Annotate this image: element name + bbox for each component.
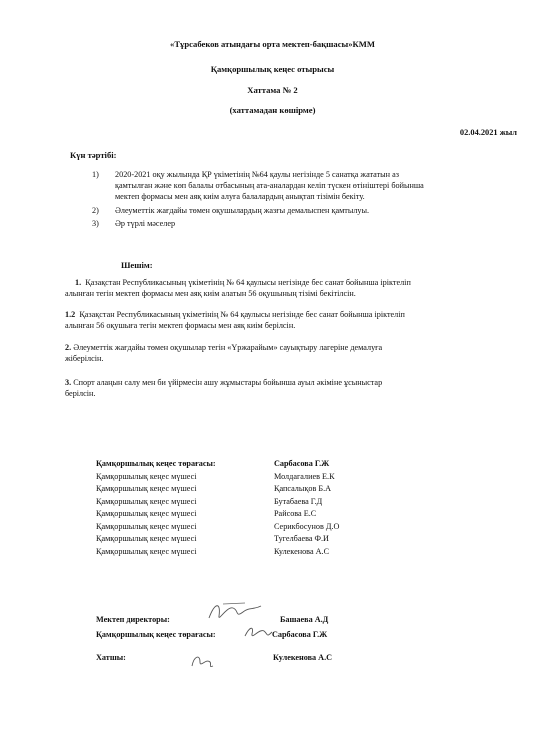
- council-chair-name: Сарбасова Г.Ж: [274, 459, 330, 468]
- agenda-line: мектеп формасы мен аяқ киім алуға балалардың анықтап тізімін бекіту.: [115, 192, 365, 202]
- chair-signature-name: Сарбасова Г.Ж: [272, 630, 328, 639]
- director-role: Мектеп директоры:: [96, 615, 170, 624]
- council-member-row: [96, 533, 396, 546]
- chair-signature-icon: [242, 622, 274, 642]
- agenda-line: қамтылған және көп балалы отбасының ата-аналардан келіп түскен өтініштері бойынша: [115, 181, 424, 191]
- decision-line: Қазақстан Республикасының үкіметінің № 64 қаулысы негізінде бес санат бойынша іріктеліп: [85, 278, 411, 287]
- member-role: Қамқоршылық кеңес мүшесі: [96, 496, 197, 506]
- member-name: Райсова Е.С: [274, 509, 317, 518]
- agenda-item-num: 1): [92, 170, 99, 179]
- agenda-item-num: 2): [92, 206, 99, 215]
- director-name: Башаева А.Д: [280, 615, 329, 624]
- agenda-item-text: [115, 169, 424, 203]
- decision-line: берілсін.: [65, 389, 96, 399]
- decision-paragraph-2: [65, 342, 382, 364]
- council-member-row: [96, 508, 396, 521]
- member-name: Қапсалықов Б.А: [274, 484, 332, 493]
- decision-paragraph-3: [65, 377, 382, 399]
- council-member-row: [96, 496, 396, 509]
- decision-line: алынған тегін мектеп формасы мен аяқ киім алатын 56 оқушының тізімі бекітілсін.: [65, 289, 356, 299]
- decision-paragraph-1-2: [65, 309, 405, 331]
- agenda-item-num: 3): [92, 219, 99, 228]
- member-name: Бутабаева Г.Д: [274, 496, 323, 506]
- agenda-line: Әлеуметтік жағдайы төмен оқушылардың жазғы демалыспен қамтылуы.: [115, 206, 370, 215]
- member-role: Қамқоршылық кеңес мүшесі: [96, 484, 197, 493]
- director-signature-icon: [205, 598, 265, 624]
- secretary-role: Хатшы:: [96, 653, 126, 662]
- secretary-signature-icon: [188, 650, 216, 672]
- member-role: Қамқоршылық кеңес мүшесі: [96, 546, 197, 556]
- decision-num: 1.: [75, 278, 82, 287]
- org-title: «Тұрсабеков атындағы орта мектеп-бақшасы»КММ: [170, 39, 375, 49]
- decision-paragraph-1: [65, 277, 411, 299]
- decision-line: алынған 56 оқушыға тегін мектеп формасы мен аяқ киім берілсін.: [65, 321, 296, 331]
- agenda-line: Әр түрлі мәселер: [115, 219, 176, 228]
- decision-line: Қазақстан Республикасының үкіметінің № 64 қаулысы негізінде бес санат бойынша іріктеліп: [79, 310, 405, 319]
- decision-num: 2.: [65, 343, 72, 352]
- council-member-row: [96, 546, 396, 559]
- decision-line: Әлеуметтік жағдайы төмен оқушылар тегін «Үржарайым» сауықтыру лагеріне демалуға: [73, 343, 383, 352]
- member-name: Серикбосунов Д.О: [274, 521, 340, 531]
- meeting-date: 02.04.2021 жыл: [459, 128, 517, 137]
- agenda-title: Күн тәртібі:: [70, 150, 117, 160]
- meeting-title: Қамқоршылық кеңес отырысы: [210, 64, 335, 74]
- council-member-row: [96, 471, 396, 484]
- secretary-name: Кулекенова А.С: [273, 653, 333, 662]
- member-role: Қамқоршылық кеңес мүшесі: [96, 471, 197, 481]
- member-name: Тугелбаева Ф.И: [274, 534, 329, 543]
- decision-title: Шешім:: [121, 260, 153, 270]
- protocol-number: Хаттама № 2: [247, 85, 298, 95]
- member-role: Қамқоршылық кеңес мүшесі: [96, 509, 197, 518]
- copy-note: (хаттамадан көшірме): [229, 105, 316, 115]
- member-role: Қамқоршылық кеңес мүшесі: [96, 534, 197, 543]
- member-role: Қамқоршылық кеңес мүшесі: [96, 521, 197, 531]
- decision-num: 1.2: [65, 310, 76, 319]
- agenda-line: 2020-2021 оқу жылында ҚР үкіметінің №64 қаулы негізінде 5 санатқа жататын аз: [115, 170, 399, 179]
- council-member-row: [96, 521, 396, 534]
- council-member-row: [96, 483, 396, 496]
- council-list: [96, 458, 396, 558]
- decision-line: жіберілсін.: [65, 354, 104, 364]
- council-chair-role: Қамқоршылық кеңес төрағасы:: [96, 459, 216, 468]
- decision-line: Спорт алаңын салу мен би үйірмесін ашу жұмыстары бойынша ауыл әкіміне ұсыныстар: [73, 378, 383, 387]
- chair-signature-role: Қамқоршылық кеңес төрағасы:: [96, 630, 216, 639]
- member-name: Кулекенова А.С: [274, 546, 330, 556]
- member-name: Молдагалиев Е.К: [274, 471, 335, 481]
- council-chair-row: [96, 458, 396, 471]
- decision-num: 3.: [65, 378, 72, 387]
